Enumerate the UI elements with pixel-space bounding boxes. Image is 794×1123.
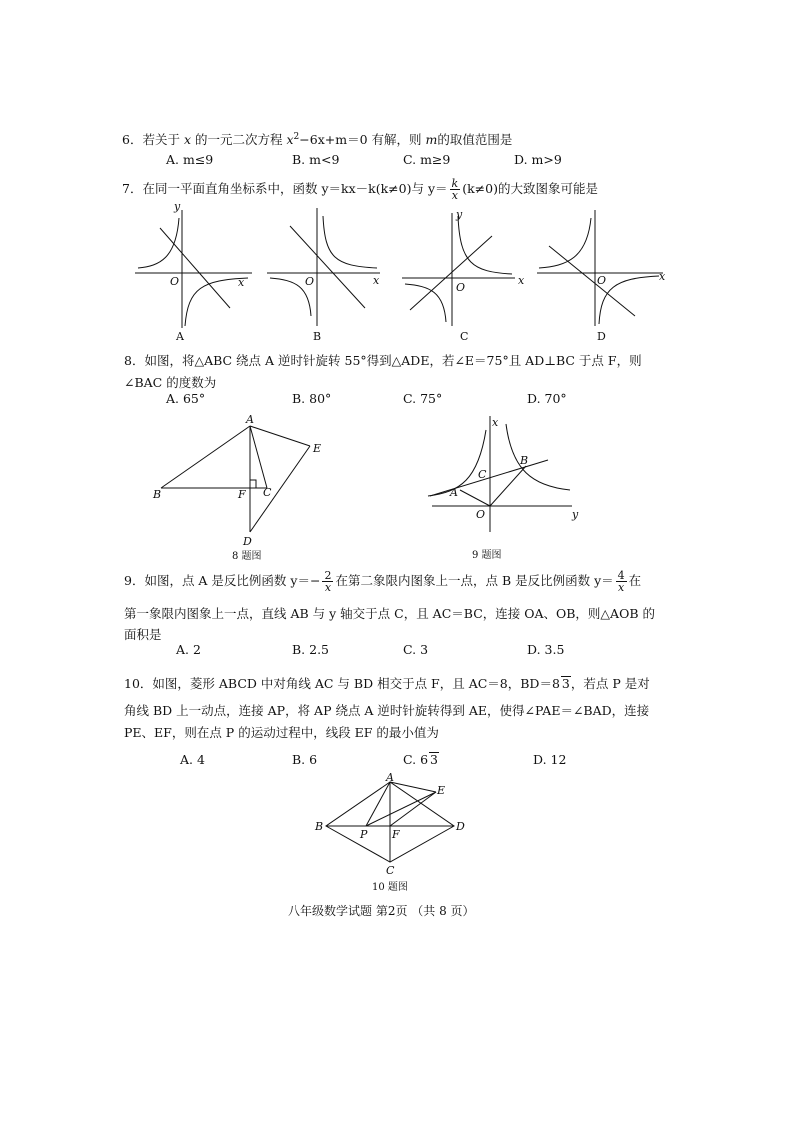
q8-figure — [145, 410, 345, 560]
q10-point-c: C — [386, 864, 395, 877]
q6-eq-pre: x — [286, 132, 294, 147]
q9-point-y: y — [572, 508, 579, 521]
q8-seg-ae — [250, 426, 310, 446]
q8-option-c: C. 75° — [403, 391, 443, 406]
q6-var-x: x — [183, 132, 191, 147]
q10-option-b: B. 6 — [292, 752, 318, 767]
q10-figure — [310, 772, 480, 897]
q9-f1-num: 2 — [324, 569, 332, 582]
q7d-label: D — [597, 330, 606, 343]
q8-right-angle-mark — [250, 480, 256, 488]
q7c-hyperbola-lower — [405, 284, 446, 322]
q9-line2: 第一象限内图象上一点，直线 AB 与 y 轴交于点 C，且 AC＝BC，连接 OA、OB，则△AOB 的 — [124, 606, 655, 621]
q9-caption: 9 题图 — [472, 550, 502, 561]
q9-option-d: D. 3.5 — [527, 642, 565, 657]
q10-point-b: B — [315, 820, 324, 833]
q10-option-c-text: C. 6 — [403, 752, 429, 767]
q10-line1-a: 10．如图，菱形 ABCD 中对角线 AC 与 BD 相交于点 F，且 AC＝8，BD＝8 — [124, 676, 560, 691]
q6-option-b: B. m<9 — [292, 152, 340, 167]
q7b-origin: O — [305, 275, 315, 288]
q10-line3: PE、EF，则在点 P 的运动过程中，线段 EF 的最小值为 — [124, 725, 439, 740]
q7d-origin: O — [597, 274, 607, 287]
q7-func1: y＝kx－k(k≠0)与 — [321, 181, 424, 196]
q7-frac-num: k — [451, 177, 459, 190]
q9-line-ab — [430, 460, 548, 496]
q8-option-b: B. 80° — [292, 391, 332, 406]
q8-point-b: B — [153, 488, 162, 501]
q8-option-d: D. 70° — [527, 391, 567, 406]
q7-graph-c — [400, 198, 530, 348]
q7-func2-post: (k≠0)的大致图象可能是 — [462, 181, 598, 196]
q9-f2-num: 4 — [617, 569, 625, 582]
q9-point-a: A — [450, 486, 458, 499]
q8-point-f: F — [238, 488, 246, 501]
q9-option-a: A. 2 — [176, 642, 201, 657]
q8-point-d: D — [243, 535, 252, 548]
q9-line1-b: 在第二象限内图象上一点，点 B 是反比例函数 — [335, 573, 591, 588]
q7-graph-a — [130, 198, 260, 348]
q9-fraction2 — [616, 570, 627, 593]
q9-point-o: O — [476, 508, 486, 521]
q10-option-d: D. 12 — [533, 752, 567, 767]
q7c-origin: O — [456, 281, 466, 294]
q6-stem-b: 的一元二次方程 — [194, 132, 283, 147]
q8-option-a: A. 65° — [166, 391, 206, 406]
q10-line1 — [124, 674, 650, 692]
q9-point-b: B — [520, 454, 529, 467]
q6-stem-c: 的取值范围是 — [437, 132, 513, 147]
q6-eq-exp: 2 — [293, 131, 300, 142]
q7c-x-label: x — [518, 274, 525, 287]
q7-graph-b — [265, 198, 395, 348]
q7b-line — [290, 226, 365, 308]
q6-option-d: D. m>9 — [514, 152, 562, 167]
q8-point-a: A — [246, 413, 254, 426]
q7c-y-label: y — [456, 208, 463, 221]
q8-line2: ∠BAC 的度数为 — [124, 375, 217, 390]
q7b-x-label: x — [373, 274, 380, 287]
q7c-hyperbola-upper — [458, 216, 512, 274]
q10-point-p: P — [360, 828, 368, 841]
q8-point-c: C — [263, 486, 272, 499]
q10-point-a: A — [386, 771, 394, 784]
q7a-x-label: x — [238, 276, 245, 289]
q7d-line — [549, 246, 635, 316]
q9-line1-a: 9．如图，点 A 是反比例函数 — [124, 573, 287, 588]
q9-option-b: B. 2.5 — [292, 642, 330, 657]
q9-hyperbola-right — [506, 424, 570, 490]
q7-frac-den: x — [451, 189, 458, 202]
q7d-x-label: x — [659, 270, 666, 283]
q7a-label: A — [176, 330, 184, 343]
q9-fraction1 — [322, 570, 333, 593]
q7a-line — [160, 228, 230, 308]
q10-line2: 角线 BD 上一动点，连接 AP，将 AP 绕点 A 逆时针旋转得到 AE，使得∠PAE＝∠BAD，连接 — [124, 703, 650, 718]
q9-f1-pre: y＝− — [290, 573, 321, 588]
q10-point-e: E — [437, 784, 446, 797]
q7c-line — [410, 236, 492, 310]
q10-point-d: D — [456, 820, 465, 833]
q10-caption: 10 题图 — [372, 882, 408, 893]
q10-option-a: A. 4 — [180, 752, 205, 767]
q10-seg-pe — [366, 792, 436, 826]
q8-caption: 8 题图 — [232, 551, 262, 562]
q8-point-e: E — [313, 442, 322, 455]
q10-option-c-sqrt: 3 — [430, 752, 438, 767]
q9-figure — [420, 410, 590, 560]
q6-stem — [122, 130, 512, 148]
q10-sqrt: 3 — [561, 676, 570, 691]
page-footer: 八年级数学试题 第2页 （共 8 页） — [288, 904, 475, 918]
q8-seg-ac — [250, 426, 267, 488]
q9-f1-den: x — [324, 581, 332, 594]
q7a-origin: O — [170, 275, 180, 288]
q7-stem-a: 7．在同一平面直角坐标系中，函数 — [122, 181, 318, 196]
q9-line3: 面积是 — [124, 627, 162, 642]
q9-option-c: C. 3 — [403, 642, 429, 657]
q7-func2-pre: y＝ — [427, 181, 448, 196]
q7-graph-d — [535, 198, 670, 348]
q6-option-a: A. m≤9 — [166, 152, 214, 167]
q8-line1: 8．如图，将△ABC 绕点 A 逆时针旋转 55°得到△ADE，若∠E＝75°且 AD⊥BC 于点 F，则 — [124, 353, 642, 368]
q6-eq-post: −6x+m＝0 有解，则 — [299, 132, 422, 147]
q6-option-c: C. m≥9 — [403, 152, 451, 167]
q7d-hyperbola-lower — [599, 276, 659, 324]
q10-seg-ap — [366, 782, 390, 826]
q6-var-m: m — [425, 132, 438, 147]
q9-f2-den: x — [618, 581, 625, 594]
q9-f2-pre: y＝ — [594, 573, 614, 588]
q8-seg-ab — [161, 426, 250, 488]
q10-option-c — [403, 752, 439, 767]
q7d-hyperbola-upper — [539, 218, 591, 268]
q10-line1-b: ，若点 P 是对 — [570, 676, 650, 691]
q7c-label: C — [460, 330, 469, 343]
q9-point-c: C — [478, 468, 487, 481]
q9-seg-oa — [460, 490, 490, 506]
q10-point-f: F — [392, 828, 400, 841]
q7b-hyperbola-upper — [323, 216, 377, 268]
q7a-y-label: y — [174, 200, 181, 213]
q7b-label: B — [313, 330, 322, 343]
q6-stem-a: 6．若关于 — [122, 132, 180, 147]
q9-line1 — [124, 570, 641, 593]
q9-point-x: x — [492, 416, 499, 429]
q9-line1-c: 在 — [628, 573, 642, 588]
